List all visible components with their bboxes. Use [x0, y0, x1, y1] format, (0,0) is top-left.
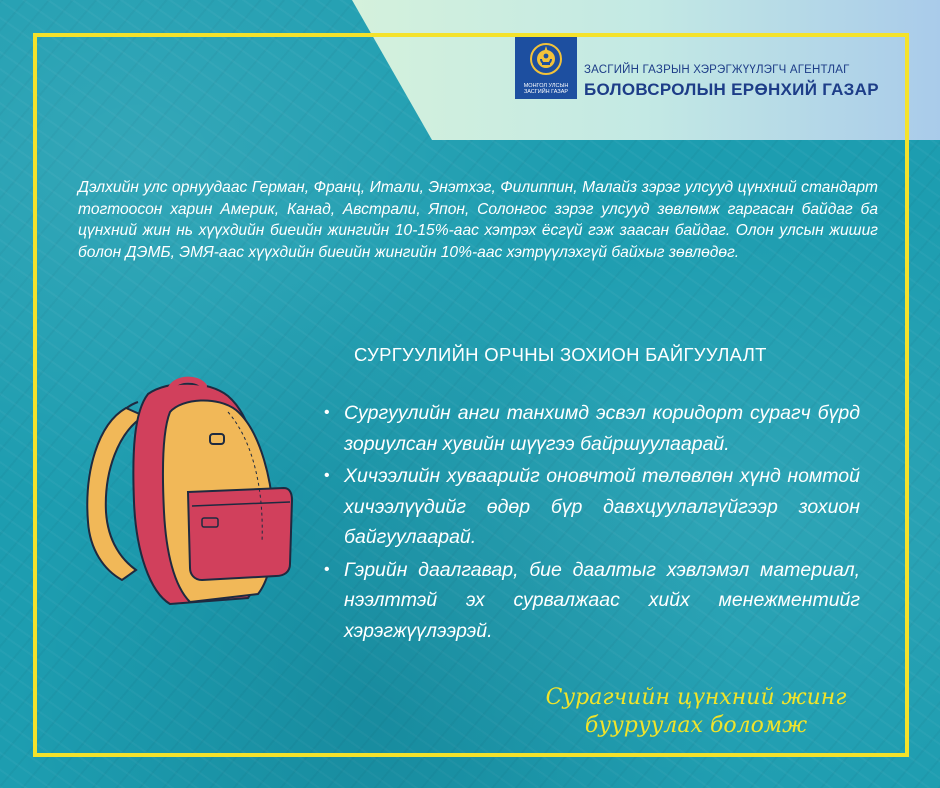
list-item: • Сургуулийн анги танхимд эсвэл коридорт сурагч бүрд зориулсан хувийн шүүгээ байршуулаарай. [320, 398, 860, 459]
slogan-line1: Сурагчийн цүнхний жинг [545, 685, 847, 710]
list-item: • Гэрийн даалгавар, бие даалтыг хэвлэмэл материал, нээлттэй эх сурвалжаас хийх менежментийг хэрэгжүүлээрэй. [320, 555, 860, 647]
logo-caption-line2: ЗАСГИЙН ГАЗАР [523, 89, 569, 95]
intro-paragraph: Дэлхийн улс орнуудаас Герман, Франц, Итали, Энэтхэг, Филиппин, Малайз зэрэг улсууд цүнхний стандарт тогтоосон харин Америк, Канад, Австрали, Япон, Солонгос зэрэг улсууд зөвлөмж гаргасан байдаг ба цүнхний жин нь хүүхдийн биеийн жингийн 10-15%-аас хэтрэх ёсгүй гэж заасан байдаг. Олон улсын жишиг болон ДЭМБ, ЭМЯ-аас хүүхдийн биеийн жингийн 10%-аас хэтрүүлэхгүй байхыг зөвлөдөг. [78, 179, 878, 261]
slogan-line2: бууруулах боломж [584, 713, 808, 738]
slogan [540, 684, 852, 740]
logo-caption-line1: МОНГОЛ УЛСЫН [523, 83, 569, 89]
section-title: СУРГУУЛИЙН ОРЧНЫ ЗОХИОН БАЙГУУЛАЛТ [354, 344, 767, 365]
agency-subtitle: ЗАСГИЙН ГАЗРЫН ХЭРЭГЖҮҮЛЭГЧ АГЕНТЛАГ [584, 64, 850, 76]
backpack-illustration [78, 372, 298, 612]
agency-name: БОЛОВСРОЛЫН ЕРӨНХИЙ ГАЗАР [584, 80, 879, 99]
government-logo [515, 37, 577, 99]
mongolia-emblem-icon [515, 37, 577, 81]
list-item: • Хичээлийн хуваарийг оновчтой төлөвлөн хүнд номтой хичээлүүдийг өдөр бүр давхцуулалгүйгээр зохион байгуулаарай. [320, 461, 860, 553]
bullet-list [320, 398, 860, 648]
